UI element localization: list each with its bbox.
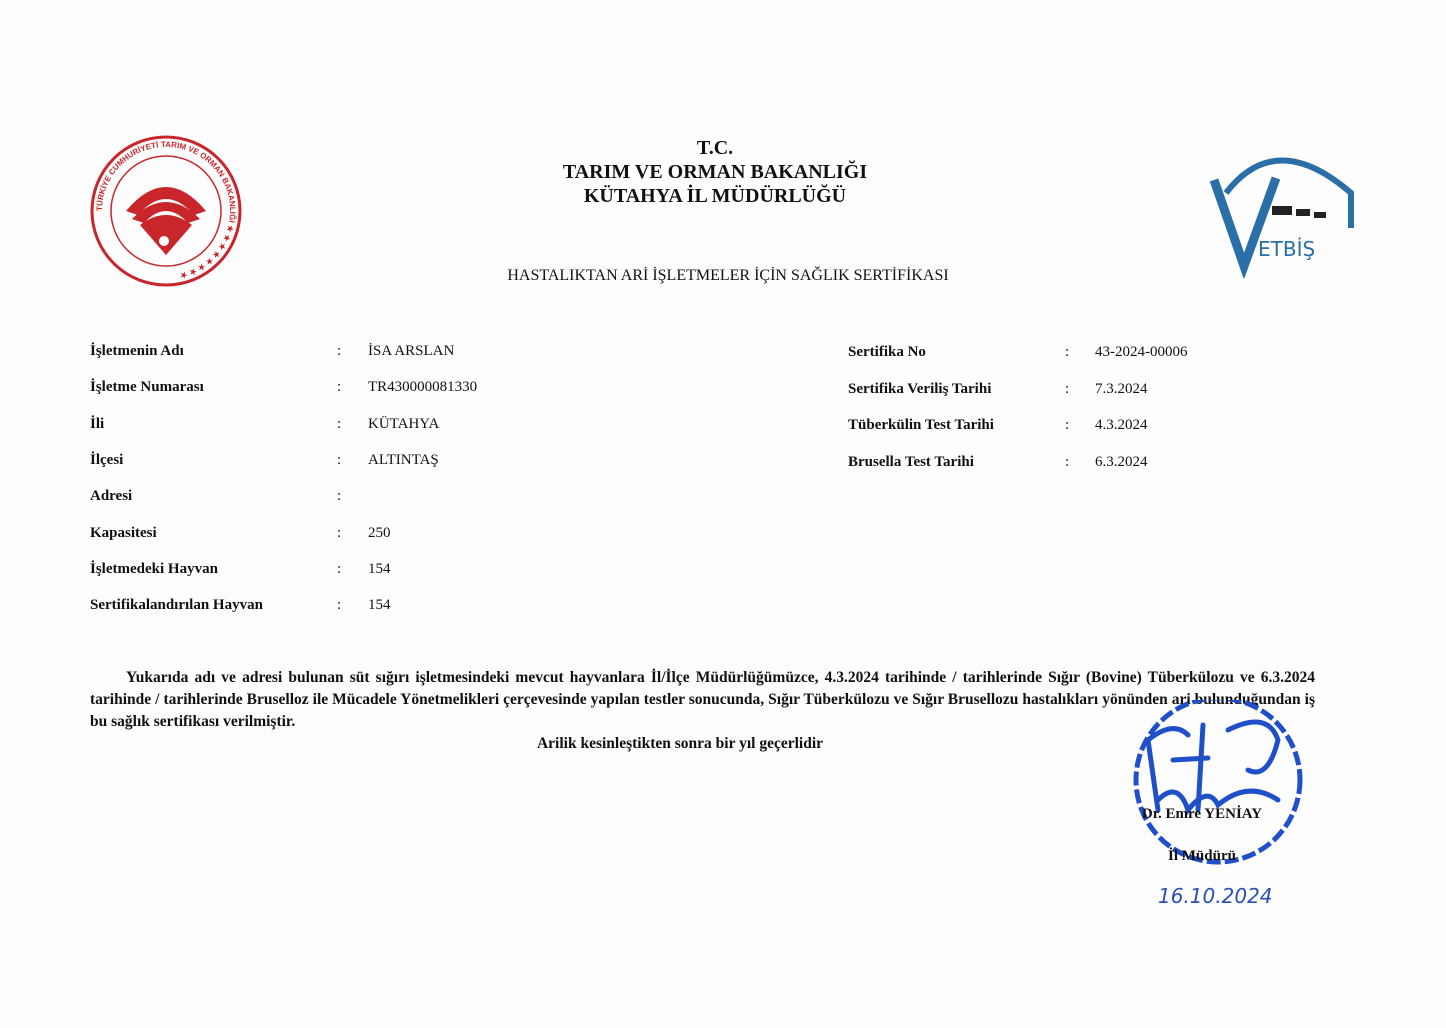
field-label: Adresi [90,488,133,505]
field-value: 6.3.2024 [1095,453,1148,470]
field-label: İşletmedeki Hayvan [90,560,218,577]
field-value: 154 [368,560,391,577]
field-value: KÜTAHYA [368,415,440,432]
certificate-title: HASTALIKTAN ARİ İŞLETMELER İÇİN SAĞLIK SERTİFİKASI [507,267,949,284]
field-label: Sertifikalandırılan Hayvan [90,597,263,614]
field-separator: : [337,379,342,396]
header-ministry: TARIM VE ORMAN BAKANLIĞI [562,161,868,183]
signatory-title: İl Müdürü [1168,848,1236,864]
field-value: ALTINTAŞ [368,451,439,468]
field-separator: : [337,415,342,432]
field-separator: : [337,343,342,359]
field-value: 43-2024-00006 [1095,344,1188,360]
header-tc: T.C. [696,137,734,159]
field-label: Sertifika No [848,344,926,360]
field-label: İlçesi [90,451,124,468]
field-separator: : [1065,344,1070,360]
signatory-name: Dr. Emre YENİAY [1141,806,1263,822]
field-separator: : [337,524,342,541]
field-label: Sertifika Veriliş Tarihi [848,380,992,397]
field-label: Kapasitesi [90,524,157,541]
field-label: Tüberkülin Test Tarihi [848,417,994,433]
field-separator: : [1065,417,1070,433]
validity-note: Arilik kesinleştikten sonra bir yıl geçerlidir [536,735,824,752]
field-label: İli [90,415,105,432]
field-separator: : [1065,453,1070,470]
field-value: İSA ARSLAN [368,343,455,359]
header-directorate: KÜTAHYA İL MÜDÜRLÜĞÜ [583,185,847,207]
field-label: İşletmenin Adı [90,343,184,359]
official-stamp [1118,700,1318,900]
field-value: 4.3.2024 [1095,417,1148,433]
field-separator: : [337,451,342,468]
field-label: İşletme Numarası [90,379,204,396]
body-paragraph: Yukarıda adı ve adresi bulunan süt sığırı işletmesindeki mevcut hayvanlara İl/İlçe Müdürlüğümüzce, 4.3.2024 tarihinde / tarihlerinde Sığır (Bovine) Tüberkülozu ve 6.3.2024 tarihinde / tarihlerinde Bruselloz ile Mücadele Yönetmelikleri çerçevesinde yapılan testler sonucunda, Sığır Tüberkülozu ve Sığır Brusellozu hastalıkları yönünden ari bulunduğundan iş bu sağlık sertifikası verilmiştir. [90,669,1315,730]
field-label: Brusella Test Tarihi [848,453,974,470]
field-value: 154 [368,597,391,614]
field-separator: : [1065,380,1070,397]
field-value: 250 [368,524,391,541]
field-value: TR430000081330 [368,379,478,396]
vetbis-logo-text: ETBİŞ [1258,237,1316,261]
field-separator: : [337,488,342,505]
field-value: 7.3.2024 [1095,380,1148,397]
field-separator: : [337,560,342,577]
handwritten-date: 16.10.2024 [1158,884,1273,908]
field-separator: : [337,597,342,614]
svg-text:TÜRKİYE CUMHURİYETİ TARIM VE O: TÜRKİYE CUMHURİYETİ TARIM VE ORMAN BAKANLIĞI ★ ★ ★ ★ ★ ★ ★ ★ [94,139,238,281]
